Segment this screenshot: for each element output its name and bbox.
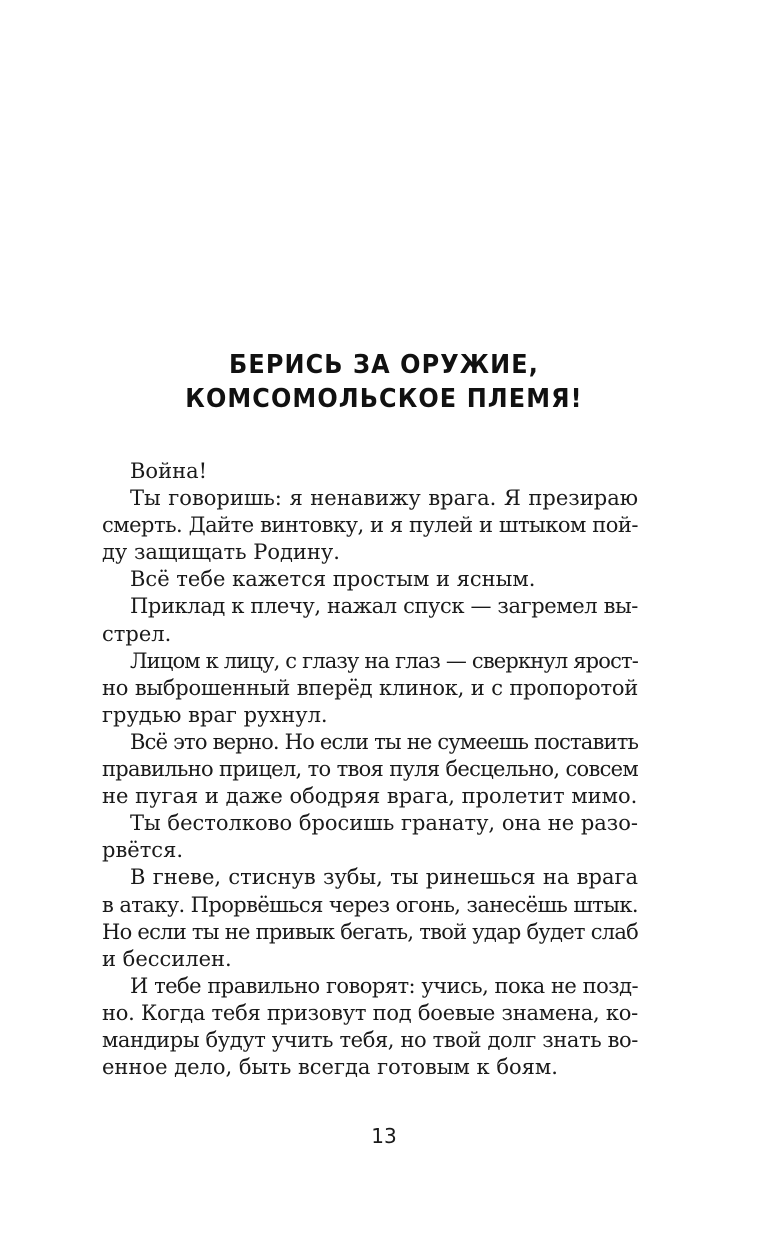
text-line: стрел. bbox=[102, 621, 172, 646]
text-line: Но если ты не привык бегать, твой удар будет слаб bbox=[102, 919, 638, 944]
text-line: В гневе, стиснув зубы, ты ринешься на врага bbox=[130, 865, 638, 890]
page-number: 13 bbox=[371, 1124, 397, 1148]
text-line: Война! bbox=[130, 459, 208, 483]
text-line: смерть. Дайте винтовку, и я пулей и штыком пой- bbox=[102, 513, 638, 538]
text-line: рвётся. bbox=[102, 838, 183, 863]
chapter-title-line-2: КОМСОМОЛЬСКОЕ ПЛЕМЯ! bbox=[185, 384, 583, 414]
text-line: в атаку. Прорвёшься через огонь, занесёшь штык. bbox=[102, 892, 638, 917]
text-line: Приклад к плечу, нажал спуск — загремел вы- bbox=[130, 594, 638, 619]
text-line: енное дело, быть всегда готовым к боям. bbox=[102, 1055, 558, 1080]
text-line: но выброшенный вперёд клинок, и с пропоротой bbox=[102, 675, 638, 700]
text-line: и бессилен. bbox=[102, 946, 232, 971]
text-line: но. Когда тебя призовут под боевые знамена, ко- bbox=[102, 1000, 638, 1025]
text-line: не пугая и даже ободряя врага, пролетит мимо. bbox=[102, 784, 638, 809]
text-line: грудью враг рухнул. bbox=[102, 702, 328, 727]
text-line: Ты бестолково бросишь гранату, она не разо- bbox=[130, 811, 638, 836]
chapter-body-text bbox=[102, 458, 638, 1081]
text-line: Всё тебе кажется простым и ясным. bbox=[130, 567, 536, 592]
text-line: Ты говоришь: я ненавижу врага. Я презираю bbox=[130, 486, 638, 511]
chapter-title-line-1: БЕРИСЬ ЗА ОРУЖИЕ, bbox=[229, 350, 539, 380]
text-line: Всё это верно. Но если ты не сумеешь поставить bbox=[130, 729, 639, 754]
text-line: мандиры будут учить тебя, но твой долг знать во- bbox=[102, 1027, 638, 1052]
text-line: правильно прицел, то твоя пуля бесцельно, совсем bbox=[102, 757, 638, 782]
text-line: Лицом к лицу, с глазу на глаз — сверкнул ярост- bbox=[130, 648, 638, 673]
text-line: И тебе правильно говорят: учись, пока не позд- bbox=[130, 973, 638, 998]
text-line: ду защищать Родину. bbox=[102, 540, 340, 565]
chapter-title bbox=[0, 348, 768, 416]
